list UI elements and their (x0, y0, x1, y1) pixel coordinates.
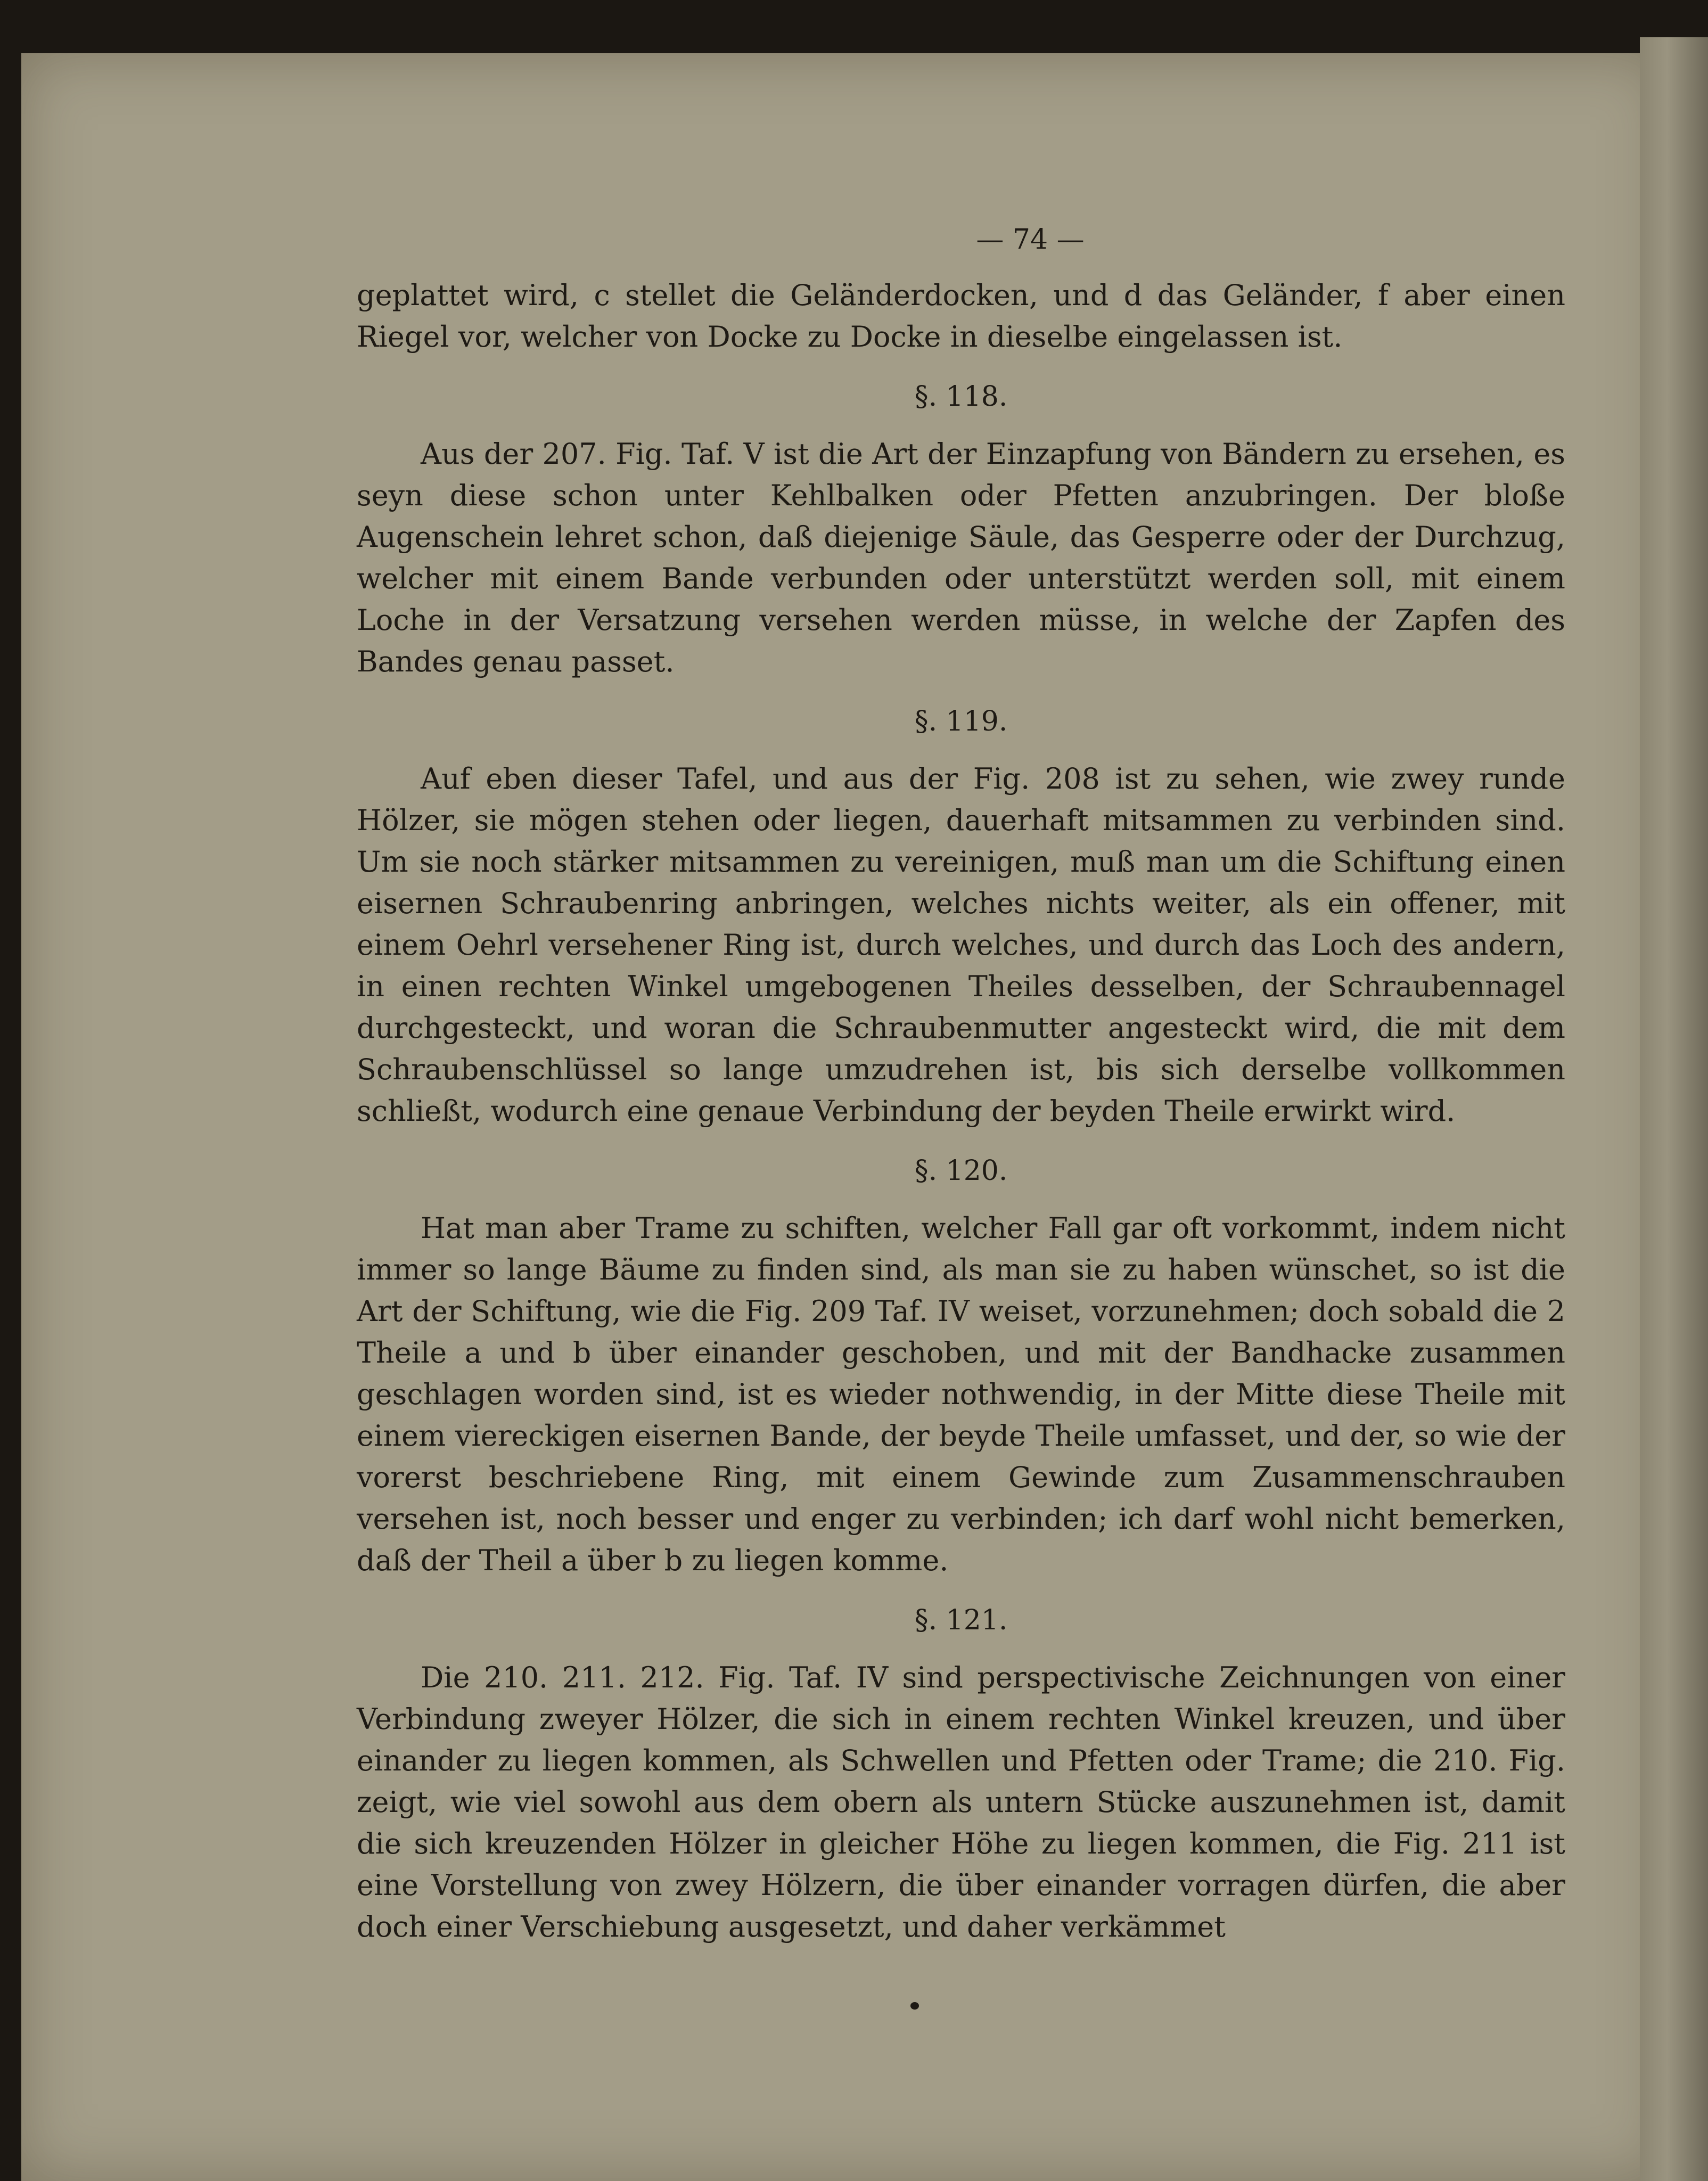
section-text-118: Aus der 207. Fig. Taf. V ist die Art der Einzapfung von Bändern zu ersehen, es seyn diese schon unter Kehlbalken oder Pfetten anzubringen. Der bloße Augenschein lehret schon, daß diejenige Säule, das Gesperre oder der Durchzug, welcher mit einem Bande verbunden oder unterstützt werden soll, mit einem Loche in der Versatzung versehen werden müsse, in welche der Zapfen des Bandes genau passet. (357, 437, 1565, 678)
page-text (357, 224, 1565, 1948)
page-number: — 74 — (976, 224, 1085, 256)
book-gutter (1640, 37, 1708, 2181)
section-text-120: Hat man aber Trame zu schiften, welcher Fall gar oft vorkommt, indem nicht immer so lange Bäume zu finden sind, als man sie zu haben wünschet, so ist die Art der Schiftung, wie die Fig. 209 Taf. IV weiset, vorzunehmen; doch sobald die 2 Theile a und b über einander geschoben, und mit der Bandhacke zusammen geschlagen worden sind, ist es wieder nothwendig, in der Mitte diese Theile mit einem viereckigen eisernen Bande, der beyde Theile umfasset, und der, so wie der vorerst beschriebene Ring, mit einem Gewinde zum Zusammenschrauben versehen ist, noch besser und enger zu verbinden; ich darf wohl nicht bemerken, daß der Theil a über b zu liegen komme. (357, 1211, 1565, 1577)
ink-dot (910, 2002, 919, 2010)
section-text-119: Auf eben dieser Tafel, und aus der Fig. 208 ist zu sehen, wie zwey runde Hölzer, sie mögen stehen oder liegen, dauerhaft mitsammen zu verbinden sind. Um sie noch stärker mitsammen zu vereinigen, muß man um die Schiftung einen eisernen Schraubenring anbringen, welches nichts weiter, als ein offener, mit einem Oehrl versehener Ring ist, durch welches, und durch das Loch des andern, in einen rechten Winkel umgebogenen Theiles desselben, der Schraubennagel durchgesteckt, und woran die Schraubenmutter angesteckt wird, die mit dem Schraubenschlüssel so lange umzudrehen ist, bis sich derselbe vollkommen schließt, wodurch eine genaue Verbindung der beyden Theile erwirkt wird. (357, 762, 1565, 1128)
section-heading-118: §. 118. (914, 381, 1008, 413)
section-text-121: Die 210. 211. 212. Fig. Taf. IV sind perspectivische Zeichnungen von einer Verbindung zweyer Hölzer, die sich in einem rechten Winkel kreuzen, und über einander zu liegen kommen, als Schwellen und Pfetten oder Trame; die 210. Fig. zeigt, wie viel sowohl aus dem obern als untern Stücke auszunehmen ist, damit die sich kreuzenden Hölzer in gleicher Höhe zu liegen kommen, die Fig. 211 ist eine Vorstellung von zwey Hölzern, die über einander vorragen dürfen, die aber doch einer Verschiebung ausgesetzt, und daher verkämmet (357, 1661, 1565, 1944)
intro-paragraph: geplattet wird, c stellet die Geländerdocken, und d das Geländer, f aber einen Riegel vor, welcher von Docke zu Docke in dieselbe eingelassen ist. (357, 278, 1565, 354)
section-heading-121: §. 121. (914, 1604, 1008, 1636)
section-heading-120: §. 120. (914, 1155, 1008, 1187)
section-heading-119: §. 119. (914, 706, 1008, 737)
